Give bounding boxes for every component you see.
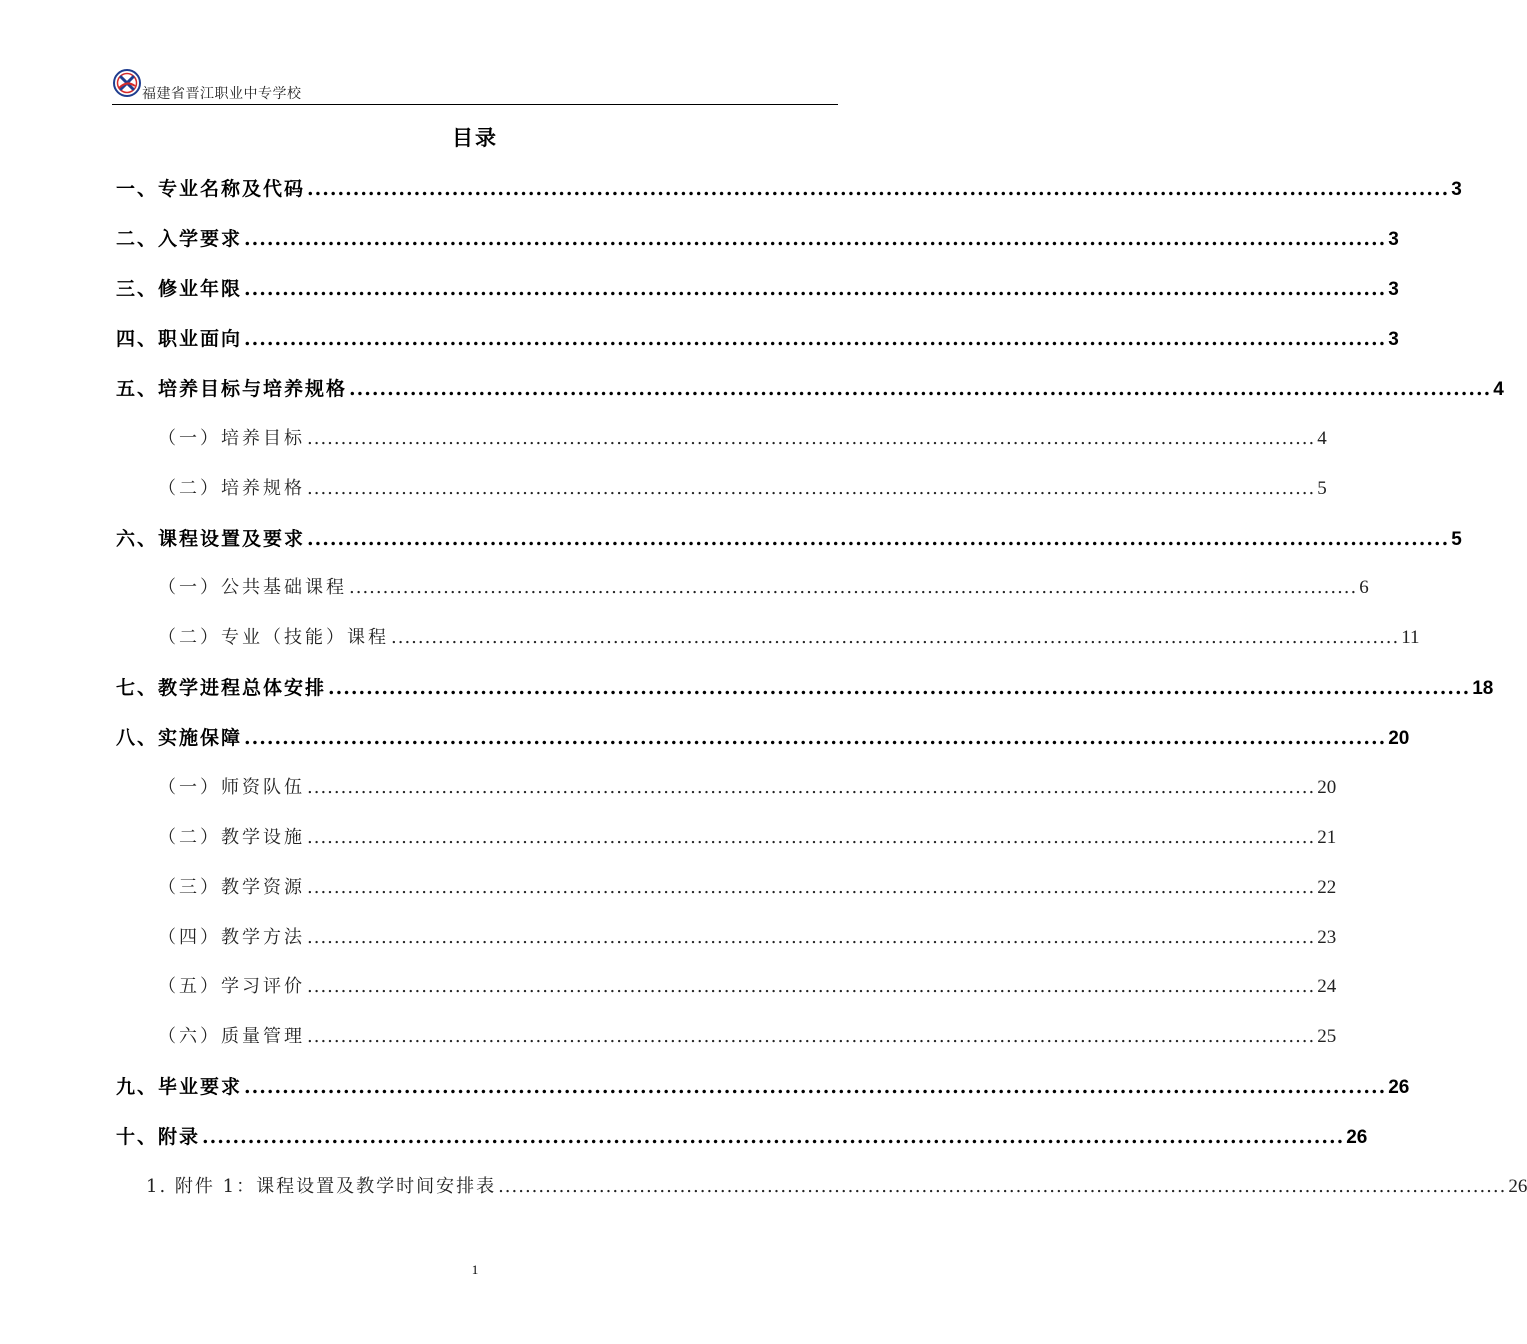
toc-leader: ...................................................................................................................................................... <box>307 478 1316 499</box>
toc-page: 5 <box>1317 478 1327 499</box>
toc-label: 1. 附件 1：课程设置及教学时间安排表 <box>146 1176 497 1197</box>
toc-page: 20 <box>1388 728 1410 749</box>
toc-label: （二）教学设施 <box>158 827 305 848</box>
toc-page: 3 <box>1451 179 1462 200</box>
toc-entry[interactable] <box>158 823 1337 853</box>
toc-entry[interactable] <box>116 1122 1368 1152</box>
toc-leader: ...................................................................................................................................................... <box>328 677 1471 699</box>
toc-label: （五）学习评价 <box>158 976 305 997</box>
toc-leader: ...................................................................................................................................................... <box>349 378 1492 400</box>
toc-leader: ...................................................................................................................................................... <box>307 827 1316 848</box>
toc-entry[interactable] <box>116 524 1462 554</box>
toc-label: （六）质量管理 <box>158 1026 305 1047</box>
toc-entry[interactable] <box>158 623 1420 653</box>
toc-label: （四）教学方法 <box>158 927 305 948</box>
toc-label: 八、实施保障 <box>116 727 243 749</box>
toc-page: 25 <box>1317 1026 1337 1047</box>
toc-leader: ...................................................................................................................................................... <box>307 777 1316 798</box>
toc-entry[interactable] <box>116 174 1462 204</box>
toc-label: （一）师资队伍 <box>158 777 305 798</box>
toc-entry[interactable] <box>158 773 1337 803</box>
toc-page: 5 <box>1451 529 1462 550</box>
toc-label: 六、课程设置及要求 <box>116 528 306 550</box>
toc-label: 四、职业面向 <box>116 328 243 350</box>
toc-entry[interactable] <box>116 224 1399 254</box>
toc-entry[interactable] <box>158 923 1337 953</box>
toc-leader: ...................................................................................................................................................... <box>498 1176 1507 1197</box>
toc-leader: ...................................................................................................................................................... <box>244 727 1387 749</box>
toc-label: 二、入学要求 <box>116 228 243 250</box>
toc-label: 十、附录 <box>116 1126 201 1148</box>
toc-label: （二）培养规格 <box>158 478 305 499</box>
toc-leader: ...................................................................................................................................................... <box>307 428 1316 449</box>
toc-leader: ...................................................................................................................................................... <box>391 627 1400 648</box>
toc-entry[interactable] <box>158 474 1327 504</box>
toc-leader: ...................................................................................................................................................... <box>349 577 1358 598</box>
toc-page: 20 <box>1317 777 1337 798</box>
toc-entry[interactable] <box>116 673 1494 703</box>
toc-page: 26 <box>1388 1077 1410 1098</box>
toc-entry[interactable] <box>116 324 1399 354</box>
toc-leader: ...................................................................................................................................................... <box>307 178 1450 200</box>
toc-leader: ...................................................................................................................................................... <box>307 927 1316 948</box>
toc-page: 22 <box>1317 877 1337 898</box>
toc-label: 九、毕业要求 <box>116 1076 243 1098</box>
toc-label: 一、专业名称及代码 <box>116 178 306 200</box>
toc-entry[interactable] <box>158 1022 1337 1052</box>
toc-leader: ...................................................................................................................................................... <box>202 1126 1345 1148</box>
toc-leader: ...................................................................................................................................................... <box>307 528 1450 550</box>
toc-leader: ...................................................................................................................................................... <box>307 1026 1316 1047</box>
toc-leader: ...................................................................................................................................................... <box>244 228 1387 250</box>
toc-entry[interactable] <box>158 972 1337 1002</box>
toc-label: （二）专业（技能）课程 <box>158 627 389 648</box>
toc-entry[interactable] <box>116 274 1399 304</box>
toc-page: 26 <box>1346 1127 1368 1148</box>
page-header <box>112 66 838 105</box>
toc-leader: ...................................................................................................................................................... <box>244 328 1387 350</box>
page-number: 1 <box>471 1262 479 1277</box>
toc-page: 6 <box>1359 577 1369 598</box>
toc-page: 11 <box>1401 627 1420 648</box>
toc-leader: ...................................................................................................................................................... <box>244 1076 1387 1098</box>
toc-leader: ...................................................................................................................................................... <box>307 877 1316 898</box>
toc-page: 21 <box>1317 827 1337 848</box>
toc-entry[interactable] <box>116 723 1410 753</box>
toc-label: 三、修业年限 <box>116 278 243 300</box>
toc-page: 18 <box>1472 678 1494 699</box>
toc-page: 26 <box>1508 1176 1527 1197</box>
toc-page: 3 <box>1388 229 1399 250</box>
toc-label: （一）培养目标 <box>158 428 305 449</box>
toc-page: 4 <box>1317 428 1327 449</box>
toc-entry[interactable] <box>158 424 1327 454</box>
toc-leader: ...................................................................................................................................................... <box>307 976 1316 997</box>
toc-entry[interactable] <box>158 573 1369 603</box>
school-name: 福建省晋江职业中专学校 <box>142 86 302 102</box>
toc-page: 3 <box>1388 279 1399 300</box>
toc-label: 七、教学进程总体安排 <box>116 677 327 699</box>
toc-label: 五、培养目标与培养规格 <box>116 378 348 400</box>
toc-label: （一）公共基础课程 <box>158 577 347 598</box>
page-title: 目录 <box>452 125 498 150</box>
toc-page: 4 <box>1493 379 1504 400</box>
toc-page: 3 <box>1388 329 1399 350</box>
toc-page: 24 <box>1317 976 1337 997</box>
toc-label: （三）教学资源 <box>158 877 305 898</box>
school-emblem-icon <box>112 68 142 98</box>
toc-entry[interactable] <box>146 1172 1527 1202</box>
toc-leader: ...................................................................................................................................................... <box>244 278 1387 300</box>
toc-entry[interactable] <box>116 374 1504 404</box>
toc-entry[interactable] <box>158 873 1337 903</box>
toc-entry[interactable] <box>116 1072 1410 1102</box>
toc-page: 23 <box>1317 927 1337 948</box>
